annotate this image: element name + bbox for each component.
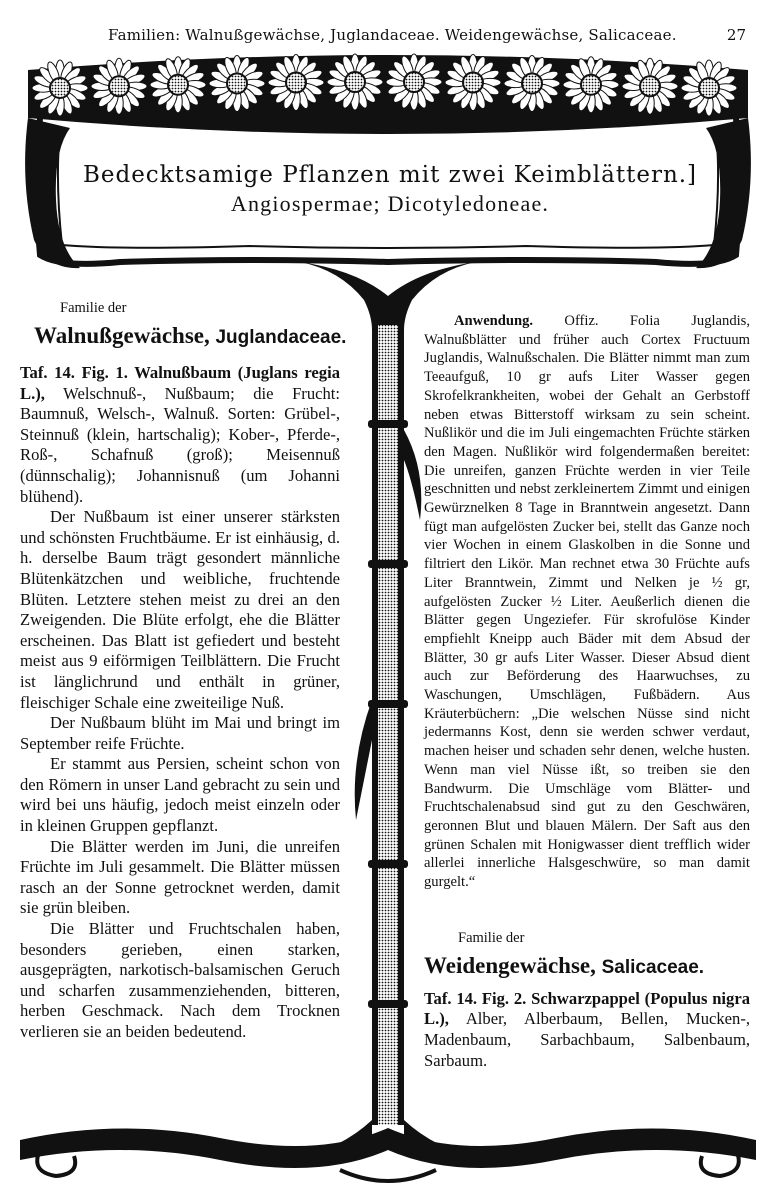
- daisy-center: [286, 73, 306, 93]
- daisy-flower: [386, 54, 442, 110]
- daisy-center: [168, 75, 188, 95]
- paragraph-description: Der Nußbaum ist einer unserer stärksten und schönsten Fruchtbäume. Er ist einhäusig, d. h. derselbe Baum trägt gesondert männliche Blütenkätzchen und weibliche, fruchtende Blüten. Letztere stehen meist zu drei an den Zweigenden. Die Blüte erfolgt, ehe die Blätter erscheinen. Das Blatt ist gefiedert und besteht meist aus 9 eiförmigen Teilblättern. Die Frucht ist länglichrund und enthält in grüner, fleischiger Schale eine zweiteilige Nuß.: [20, 507, 340, 712]
- paragraph-flowering: Der Nußbaum blüht im Mai und bringt im September reife Früchte.: [20, 713, 340, 753]
- daisy-flower: [91, 58, 147, 114]
- running-header-text: Familien: Walnußgewächse, Juglandaceae. Weidengewächse, Salicaceae.: [108, 26, 677, 44]
- daisy-center: [581, 75, 601, 95]
- stem-knot: [368, 860, 408, 868]
- paragraph-origin: Er stammt aus Persien, scheint schon von den Römern in unser Land gebracht zu sein und wird bei uns häufig, jedoch meist einzeln oder in kleinen Gruppen gepflanzt.: [20, 754, 340, 836]
- family-name: Walnußgewächse,: [34, 323, 210, 348]
- daisy-center: [109, 76, 129, 96]
- family-name-2: Weidengewächse,: [424, 952, 596, 978]
- daisy-center: [640, 76, 660, 96]
- daisy-flower: [268, 55, 324, 111]
- title-latin: Angiospermae; Dicotyledoneae.: [230, 191, 550, 216]
- daisy-flower: [445, 55, 501, 111]
- family-latin: Juglandaceae.: [215, 327, 347, 348]
- daisy-flower: [150, 57, 206, 113]
- family-label: Familie der: [60, 300, 127, 316]
- daisy-flower: [327, 54, 383, 110]
- daisy-center: [50, 78, 70, 98]
- daisy-center: [699, 78, 719, 98]
- bottom-wave-band: [20, 1128, 756, 1168]
- section-title: [80, 160, 700, 218]
- stem-knot: [368, 560, 408, 568]
- paragraph-usage: [424, 312, 750, 892]
- daisy-center: [463, 73, 483, 93]
- family-heading-2: [424, 953, 750, 979]
- daisy-center: [404, 72, 424, 92]
- right-column: [424, 312, 750, 1071]
- page-number: 27: [726, 26, 746, 44]
- daisy-flower: [209, 55, 265, 111]
- species-synonyms-2: Alber, Alberbaum, Bellen, Mucken-, Madenbaum, Sarbachbaum, Salbenbaum, Sarbaum.: [424, 1009, 750, 1070]
- daisy-flower: [622, 58, 678, 114]
- species-heading: Taf. 14. Fig. 1. Walnußbaum (Juglans regia L.),: [20, 363, 340, 403]
- daisy-center: [345, 72, 365, 92]
- daisy-flower: [563, 57, 619, 113]
- stem-knot: [368, 420, 408, 428]
- daisy-center: [522, 73, 542, 93]
- family-heading: [34, 323, 347, 349]
- paragraph-properties: Die Blätter und Fruchtschalen haben, besonders gerieben, einen starken, ausgeprägten, narkotisch-balsamischen Geruch und scharfen zusammenziehenden, bitteren, herben Geschmack. Nach dem Trocknen verlieren sie an beiden bedeutend.: [20, 919, 340, 1041]
- family-latin-2: Salicaceae.: [601, 956, 705, 978]
- stem-knot: [368, 700, 408, 708]
- usage-label: Anwendung.: [454, 313, 534, 329]
- stem-leaf-left: [355, 700, 372, 820]
- daisy-flower: [681, 60, 737, 116]
- title-german: Bedecktsamige Pflanzen mit zwei Keimblättern.]: [82, 162, 698, 188]
- stem-leaf-right: [404, 430, 421, 520]
- family-label-2: Familie der: [458, 929, 525, 946]
- daisy-flower: [32, 60, 88, 116]
- stem-knot: [368, 1000, 408, 1008]
- paragraph-harvest: Die Blätter werden im Juni, die unreifen Früchte im Juli gesammelt. Die Blätter müssen rasch an der Sonne getrocknet werden, damit sie grün bleiben.: [20, 836, 340, 918]
- usage-text: Offiz. Folia Juglandis, Walnußblätter und früher auch Cortex Fructuum Juglandis, Walnußschalen. Die Blätter nimmt man zum Teeaufguß, 10 gr aufs Liter Wasser gegen Skrofelkrankheiten, wobei der Gehalt an Gerbstoff neben etwas Bitterstoff wirksam zu sein scheint. Nußlikör und die im Juli eingemachten Früchte stärken den Magen. Nußlikör wird folgendermaßen bereitet: Die unreifen, ganzen Früchte werden in vier Teile geschnitten und nebst zerkleinertem Zimmt und einigen Gewürznelken 8 Tage in Branntwein angesetzt. Dann fügt man aufgelösten Zucker bei, stellt das Ganze noch vier Wochen in einem Glaskolben in die Sonne und filtriert den Likör. Man rechnet etwa 30 Früchte aufs Liter Branntwein, Zimmt und Nelken je ½ gr, aufgelösten Zucker ½ Liter. Aeußerlich dienen die Blätter gegen Ungeziefer. Für skrofulöse Kinder empfiehlt Kneipp auch Bäder mit dem Absud der Blätter, 30 gr aufs Liter Wasser. Dieser Absud dient auch zur Beförderung des Haarwuchses, zu Waschungen, Umschlägen, Fußbädern. Aus Kräuterbüchern: „Die welschen Nüsse sind nicht jedermanns Kost, denn sie werden schwer verdaut, machen heiser und schaden sehr denen, welche husten. Wenn man viel Nüsse ißt, so treiben sie den Bandwurm. Die Umschläge vom Blätter- und Fruchtschalenabsud sind gut zu den Geschwären, geronnen Blut und blauen Mälern. Der Saft aus den grünen Schalen mit Honigwasser dient trefflich wider allerlei innerliche Halsgeschwüre, so man damit gurgelt.“: [424, 313, 750, 891]
- species-paragraph: [20, 363, 340, 507]
- daisy-flower: [504, 55, 560, 111]
- left-column: [20, 300, 347, 1043]
- daisy-center: [227, 73, 247, 93]
- species-synonyms: Welschnuß-, Nußbaum; die Frucht: Baumnuß, Welsch-, Walnuß. Sorten: Grübel-, Steinnuß (klein, hartschalig); Kober-, Pferde-, Roß-, Schafnuß (groß); Meisennuß (dünnschalig); Johannisnuß (um Johanni blühend).: [20, 383, 340, 506]
- species-heading-2: Taf. 14. Fig. 2. Schwarzpappel (Populus nigra L.),: [424, 988, 750, 1029]
- root-curl-center: [340, 1170, 436, 1181]
- species-paragraph-2: [424, 989, 750, 1071]
